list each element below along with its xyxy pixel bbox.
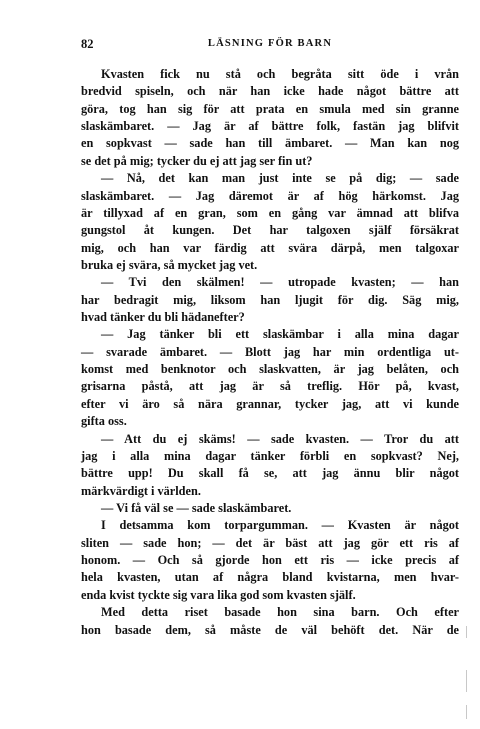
text-line: märkvärdigt i världen. [81,483,201,498]
text-line: bättre upp! Du skall få se, att jag ännu blir något [81,466,459,481]
text-line: se det på mig; tycker du ej att jag ser fin ut? [81,153,313,168]
text-line: grisarna påstå, att jag är så treflig. Hör på, kvast, [81,379,459,394]
text-line: Med detta riset basade hon sina barn. Och efter [101,605,459,620]
text-line: Kvasten fick nu stå och begråta sitt öde i vrån [101,67,459,81]
text-line: jag i alla mina dagar tänker förbli en sopkvast? Nej, [81,448,459,463]
page-edge-mark [466,705,467,719]
page-number: 82 [81,37,94,51]
text-line: — Nå, det kan man just inte se på dig; — sade [101,171,459,186]
text-line: I detsamma kom torpargumman. — Kvasten är något [101,518,459,533]
text-line: är tillyxad af en gran, som en gång var ämnad att blifva [81,205,459,220]
text-line: göra, tog han sig för att prata en smula med sin granne [81,101,459,116]
page-edge-mark [466,626,467,638]
body-text [81,66,459,639]
text-line: hela kvasten, utan af några bland kvistarna, men hvar- [81,570,459,585]
text-line: mig, och han var färdig att svära därpå, men talgoxar [81,240,459,255]
text-line: en sopkvast — sade han till ämbaret. — Man kan nog [81,136,459,151]
text-line: efter vi äro så nära grannar, tycker jag, att vi kunde [81,396,459,411]
text-line: hvad tänker du bli hädanefter? [81,310,245,325]
text-line: — Vi få väl se — sade slaskämbaret. [101,500,292,515]
text-line: enda kvist tyckte sig vara lika god som kvasten själf. [81,587,356,602]
text-line: slaskämbaret. — Jag är af bättre folk, fastän jag blifvit [81,119,459,134]
text-line: sliten — sade hon; — det är bäst att jag gör ett ris af [81,535,459,550]
text-line: — svarade ämbaret. — Blott jag har min ordentliga ut- [81,344,459,359]
text-line: har bedragit mig, liksom han ljugit för dig. Säg mig, [81,292,459,307]
text-line: slaskämbaret. — Jag däremot är af hög härkomst. Jag [81,188,459,203]
text-line: gungstol åt kungen. Det har talgoxen själf försäkrat [81,223,459,238]
text-line: bredvid spiseln, och när han icke hade något bättre att [81,84,459,99]
text-line: honom. — Och så gjorde hon ett ris — icke precis af [81,553,459,568]
text-line: komst med benknotor och slaskvatten, är jag belåten, och [81,362,459,377]
text-line: — Jag tänker bli ett slaskämbar i alla mina dagar [101,327,459,342]
page-header [81,37,459,53]
text-line: — Att du ej skäms! — sade kvasten. — Tror du att [101,431,459,446]
text-line: hon basade dem, så måste de väl behöft det. När de [81,622,459,637]
text-line: — Tvi den skälmen! — utropade kvasten; — han [101,275,459,290]
running-title: LÄSNING FÖR BARN [207,38,333,49]
text-line: gifta oss. [81,414,127,429]
text-line: bruka ej svära, så mycket jag vet. [81,257,258,272]
page-edge-mark [466,670,467,692]
